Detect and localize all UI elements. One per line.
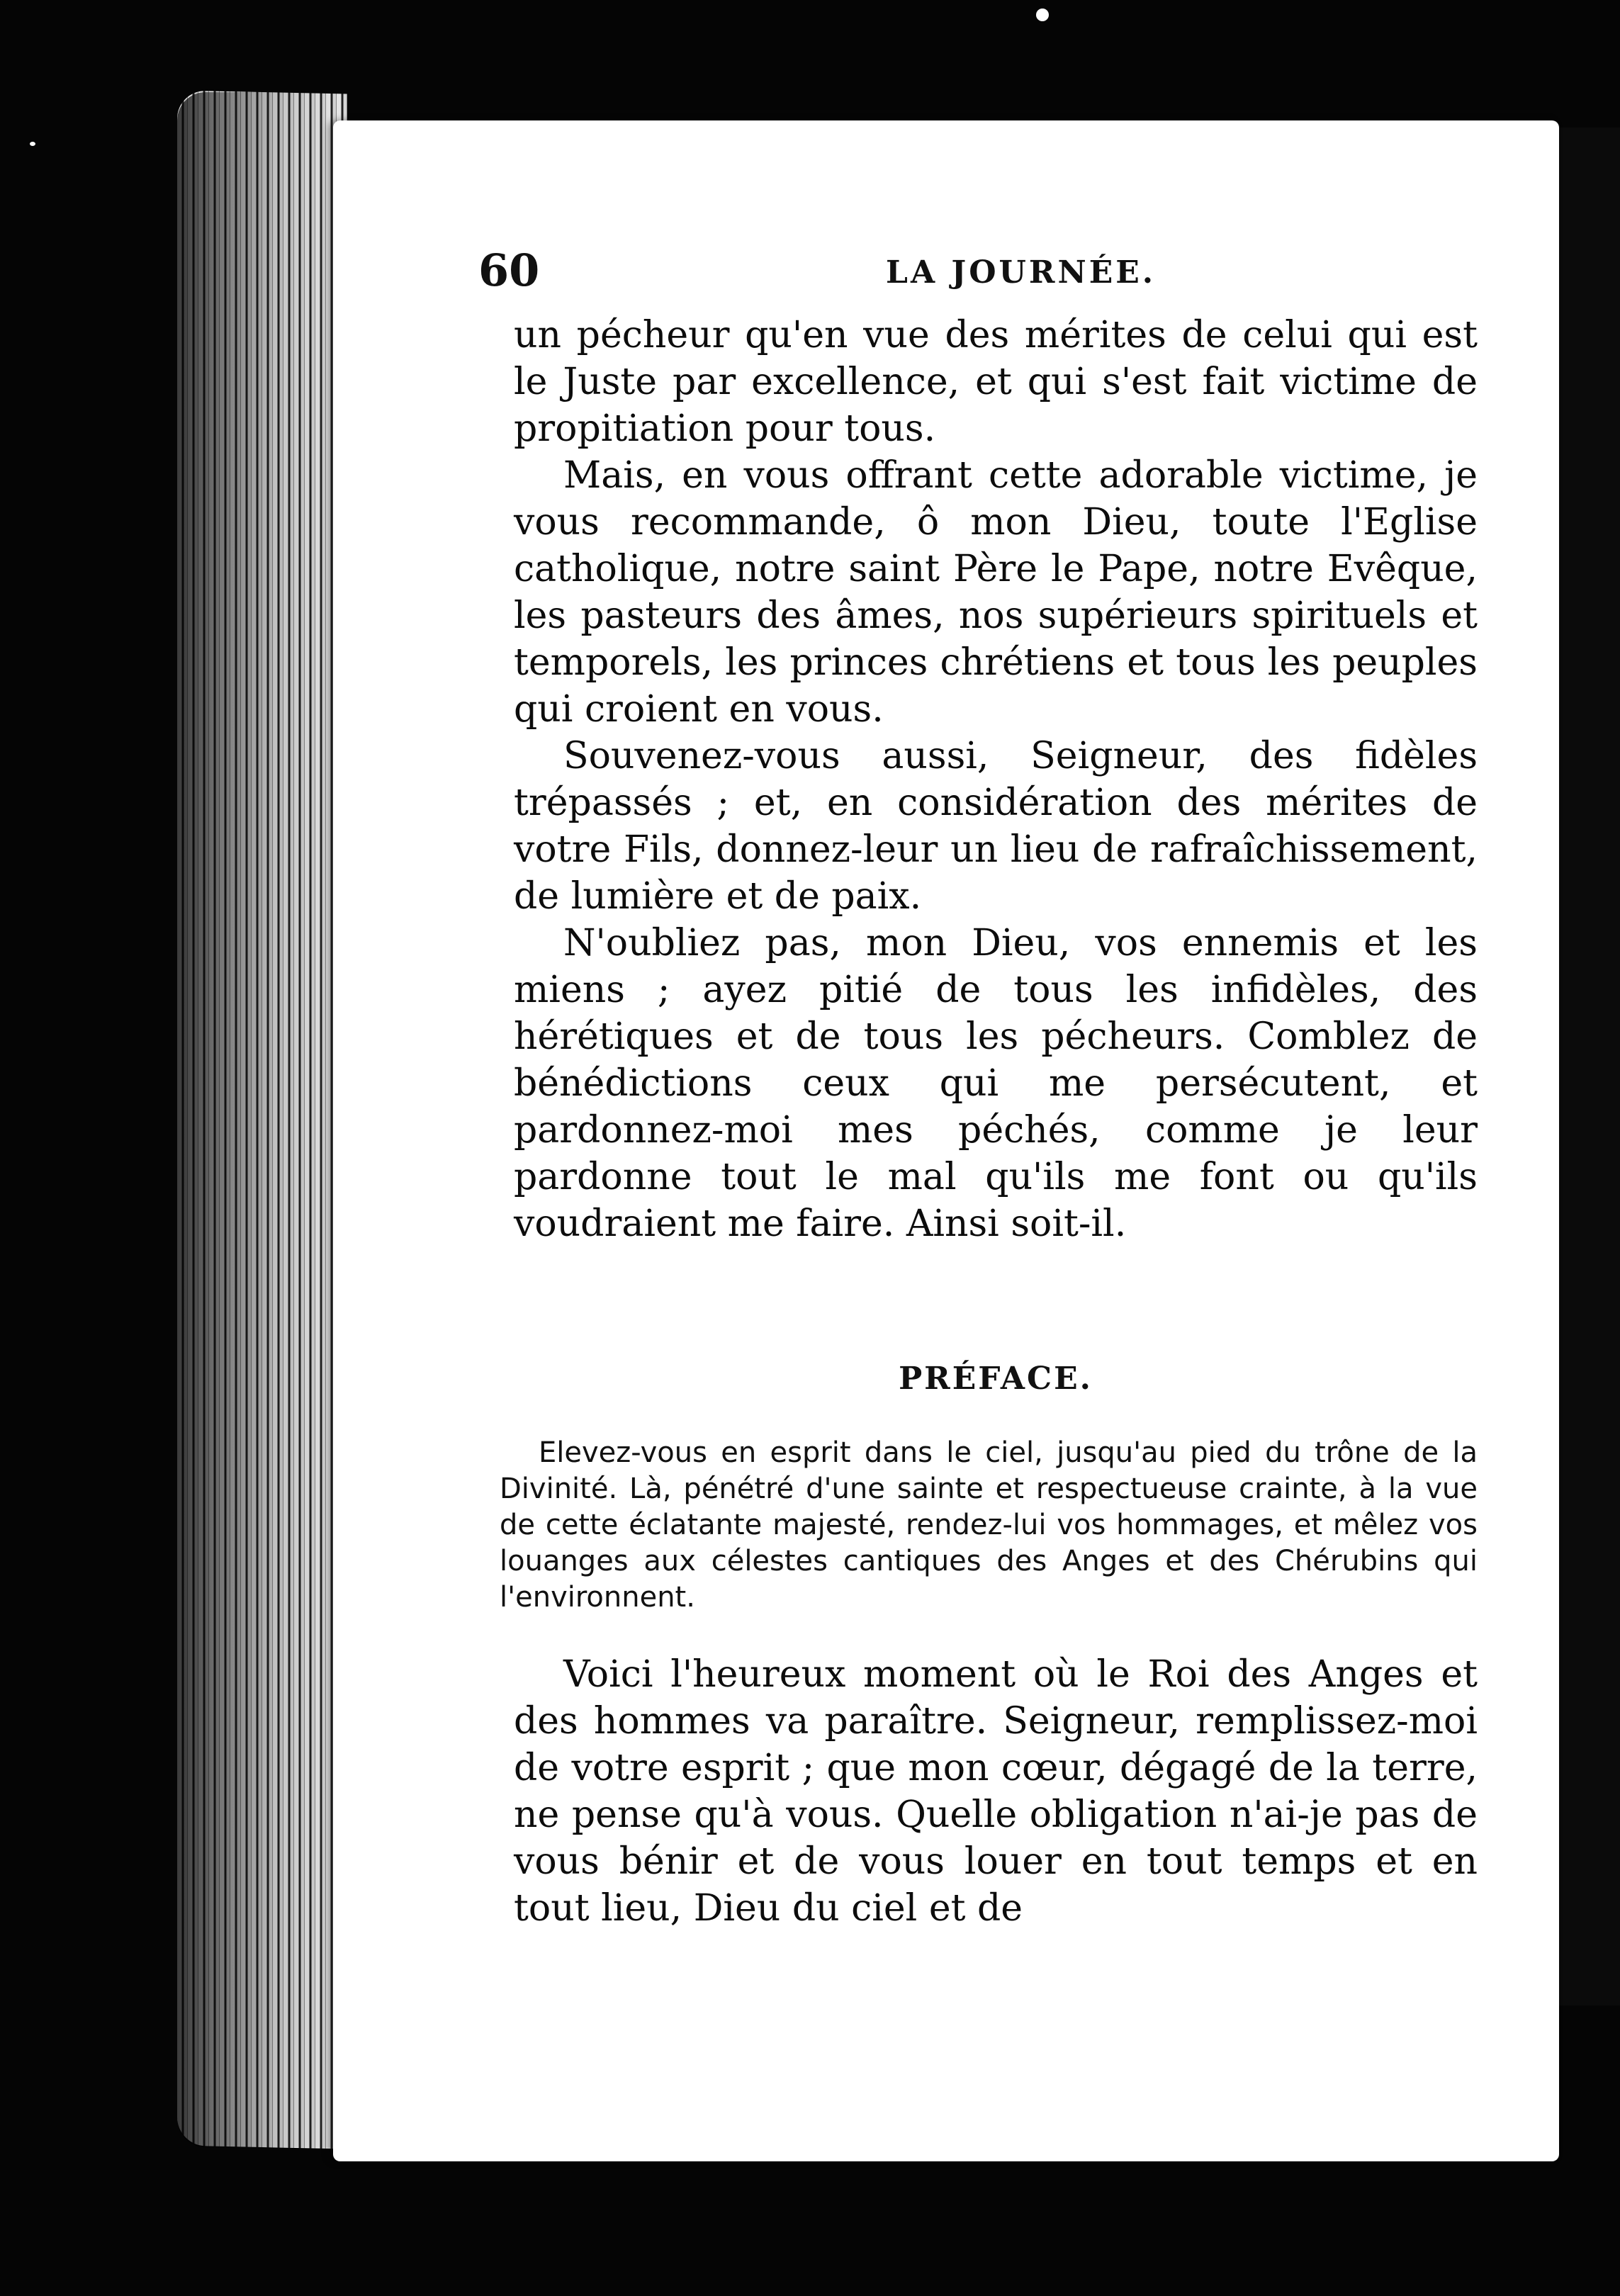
book-page xyxy=(333,120,1559,2161)
paragraph: un pécheur qu'en vue des mérites de celui qui est le Juste par excellence, et qui s'est fait victime de propitiation pour tous. xyxy=(514,314,1478,450)
running-header xyxy=(478,244,1499,308)
paragraph: Souvenez-vous aussi, Seigneur, des fidèles trépassés ; et, en considération des mérites de votre Fils, donnez-leur un lieu de rafraîchissement, de lumière et de paix. xyxy=(514,735,1478,918)
page-number: 60 xyxy=(478,244,540,296)
page-edges-shadow xyxy=(177,92,347,2147)
paragraph: Voici l'heureux moment où le Roi des Anges et des hommes va paraître. Seigneur, remplissez-moi de votre esprit ; que mon cœur, dégagé de la terre, ne pense qu'à vous. Quelle obligation n'ai-je pas de vous bénir et de vous louer en tout temps et en tout lieu, Dieu du ciel et de xyxy=(514,1653,1478,1930)
running-title: LA JOURNÉE. xyxy=(886,254,1157,291)
paragraph: Mais, en vous offrant cette adorable victime, je vous recommande, ô mon Dieu, toute l'Eglise catholique, notre saint Père le Pape, notre Evêque, les pasteurs des âmes, nos supérieurs spirituels et temporels, les princes chrétiens et tous les peuples qui croient en vous. xyxy=(514,454,1478,731)
prayer-text xyxy=(514,1651,1478,1932)
section-heading: PRÉFACE. xyxy=(899,1361,1093,1397)
dust-speck xyxy=(30,142,35,146)
dust-speck xyxy=(1036,9,1049,21)
rubric-text xyxy=(500,1435,1478,1616)
rubric-paragraph: Elevez-vous en esprit dans le ciel, jusqu'au pied du trône de la Divinité. Là, pénétré d'une sainte et respectueuse crainte, à la vue de cette éclatante majesté, rendez-lui vos hommages, et mêlez vos louanges aux célestes cantiques des Anges et des Chérubins qui l'environnent. xyxy=(500,1436,1478,1614)
main-text xyxy=(514,312,1478,1247)
paragraph: N'oubliez pas, mon Dieu, vos ennemis et les miens ; ayez pitié de tous les infidèles, des hérétiques et de tous les pécheurs. Comblez de bénédictions ceux qui me persécutent, et pardonnez-moi mes péchés, comme je leur pardonne tout le mal qu'ils me font ou qu'ils voudraient me faire. Ainsi soit-il. xyxy=(514,922,1478,1245)
